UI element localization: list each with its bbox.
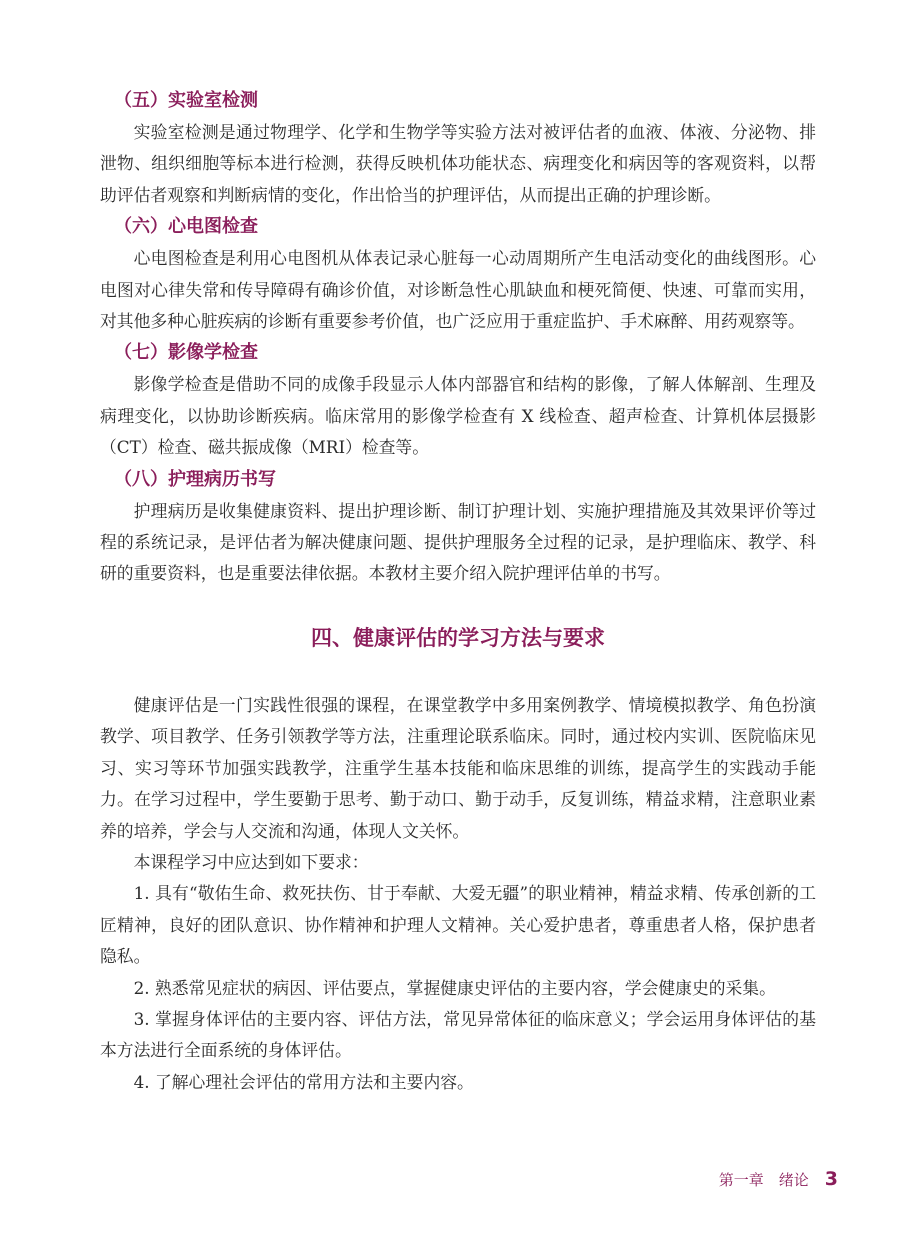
heading-lab-tests: （五）实验室检测 (114, 90, 258, 111)
requirement-item-3: 3. 掌握身体评估的主要内容、评估方法，常见异常体征的临床意义；学会运用身体评估的基本方法进行全面系统的身体评估。 (100, 1008, 816, 1061)
footer-chapter-title: 第一章 绪论 (718, 1171, 809, 1189)
paragraph-lab-tests: 实验室检测是通过物理学、化学和生物学等实验方法对被评估者的血液、体液、分泌物、排泄物、组织细胞等标本进行检测，获得反映机体功能状态、病理变化和病因等的客观资料，以帮助评估者观察和判断病情的变化，作出恰当的护理评估，从而提出正确的护理诊断。 (100, 122, 816, 205)
heading-ecg: （六）心电图检查 (114, 216, 258, 238)
page-footer (719, 1168, 838, 1190)
page-number: 3 (824, 1168, 838, 1190)
paragraph-requirements-lead: 本课程学习中应达到如下要求： (133, 851, 369, 872)
paragraph-nursing-records: 护理病历是收集健康资料、提出护理诊断、制订护理计划、实施护理措施及其效果评价等过程的系统记录，是评估者为解决健康问题、提供护理服务全过程的记录，是护理临床、教学、科研的重要资料，也是重要法律依据。本教材主要介绍入院护理评估单的书写。 (100, 500, 816, 584)
requirement-item-1: 1. 具有“敬佑生命、救死扶伤、甘于奉献、大爱无疆”的职业精神，精益求精、传承创新的工匠精神，良好的团队意识、协作精神和护理人文精神。关心爱护患者，尊重患者人格，保护患者隐私。 (100, 883, 816, 967)
paragraph-learning-intro: 健康评估是一门实践性很强的课程，在课堂教学中多用案例教学、情境模拟教学、角色扮演教学、项目教学、任务引领教学等方法，注重理论联系临床。同时，通过校内实训、医院临床见习、实习等环节加强实践教学，注重学生基本技能和临床思维的训练，提高学生的实践动手能力。在学习过程中，学生要勤于思考、勤于动口、勤于动手，反复训练，精益求精，注意职业素养的培养，学会与人交流和沟通，体现人文关怀。 (100, 694, 816, 841)
section-title-learning-methods: 四、健康评估的学习方法与要求 (311, 625, 605, 650)
heading-nursing-records: （八）护理病历书写 (114, 468, 276, 490)
paragraph-ecg: 心电图检查是利用心电图机从体表记录心脏每一心动周期所产生电活动变化的曲线图形。心电图对心律失常和传导障碍有确诊价值，对诊断急性心肌缺血和梗死简便、快速、可靠而实用，对其他多种心脏疾病的诊断有重要参考价值，也广泛应用于重症监护、手术麻醉、用药观察等。 (100, 248, 816, 332)
heading-imaging: （七）影像学检查 (114, 342, 258, 364)
requirement-item-2: 2. 熟悉常见症状的病因、评估要点，掌握健康史评估的主要内容，学会健康史的采集。 (133, 977, 776, 998)
page-content (100, 85, 816, 1098)
paragraph-imaging: 影像学检查是借助不同的成像手段显示人体内部器官和结构的影像，了解人体解剖、生理及病理变化，以协助诊断疾病。临床常用的影像学检查有 X 线检查、超声检查、计算机体层摄影（CT）检查、磁共振成像（MRI）检查等。 (100, 374, 816, 458)
requirement-item-4: 4. 了解心理社会评估的常用方法和主要内容。 (133, 1071, 474, 1092)
